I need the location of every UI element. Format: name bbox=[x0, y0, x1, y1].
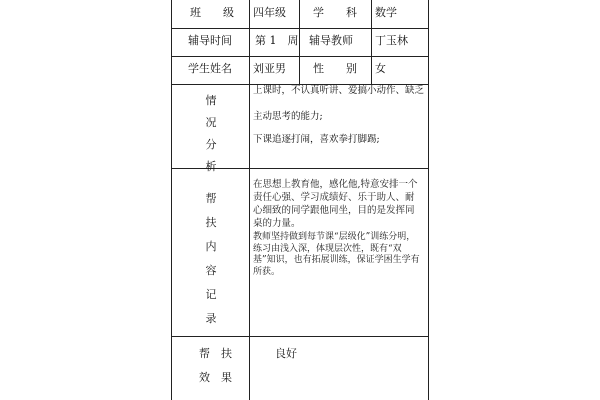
tutoring-time-value: 第 1 周 bbox=[255, 34, 299, 47]
table-border-left bbox=[171, 0, 172, 400]
table-divider-col3 bbox=[371, 0, 372, 84]
tutoring-time-label: 辅导时间 bbox=[188, 34, 232, 47]
table-divider-col2 bbox=[299, 0, 300, 84]
tutor-teacher-label: 辅导教师 bbox=[309, 34, 353, 47]
label-char: 容 bbox=[205, 264, 217, 277]
subject-label: 学 科 bbox=[313, 6, 357, 19]
tutoring-content-label bbox=[201, 184, 221, 334]
student-name-value: 刘亚男 bbox=[253, 62, 286, 75]
table-border-right bbox=[428, 0, 429, 400]
student-name-label: 学生姓名 bbox=[188, 62, 232, 75]
row-divider bbox=[171, 56, 429, 57]
record-paragraph-2: 教师坚持做到每节课“层级化”训练分明，练习由浅入深，体现层次性，既有“双基”知识，也有拓展训练，保证学困生学有所获。 bbox=[253, 232, 420, 277]
situation-line: 上课时，不认真听讲、爱搞小动作、缺乏 bbox=[253, 85, 425, 96]
situation-line: 下课追逐打闹，喜欢拳打脚踢; bbox=[253, 134, 380, 145]
label-char: 析 bbox=[205, 160, 217, 173]
gender-label: 性 别 bbox=[313, 62, 357, 75]
label-char: 内 bbox=[205, 240, 217, 253]
label-char: 记 bbox=[205, 288, 217, 301]
label-char: 帮 bbox=[205, 192, 217, 205]
effect-label-line2: 效 果 bbox=[199, 371, 232, 384]
situation-analysis-label bbox=[201, 86, 221, 182]
label-char: 分 bbox=[205, 138, 217, 151]
class-value: 四年级 bbox=[253, 6, 286, 19]
label-char: 录 bbox=[205, 312, 217, 325]
row-divider bbox=[171, 336, 429, 337]
label-char: 扶 bbox=[205, 216, 217, 229]
situation-line: 主动思考的能力; bbox=[253, 111, 323, 122]
table-divider-col1 bbox=[249, 0, 250, 400]
subject-value: 数学 bbox=[375, 6, 397, 19]
label-char: 况 bbox=[205, 116, 217, 129]
tutor-teacher-value: 丁玉林 bbox=[375, 34, 408, 47]
record-paragraph-1: 在思想上教育他，感化他,特意安排一个责任心强、学习成绩好、乐于助人、耐心细致的同学跟他同坐，目的是发挥同桌的力量。 bbox=[253, 179, 418, 229]
effect-value: 良好 bbox=[275, 347, 297, 360]
effect-label-line1: 帮 扶 bbox=[199, 347, 232, 360]
tutoring-record-form bbox=[171, 0, 429, 400]
gender-value: 女 bbox=[375, 62, 386, 75]
row-divider bbox=[171, 28, 429, 29]
class-label: 班 级 bbox=[190, 6, 234, 19]
label-char: 情 bbox=[205, 94, 217, 107]
